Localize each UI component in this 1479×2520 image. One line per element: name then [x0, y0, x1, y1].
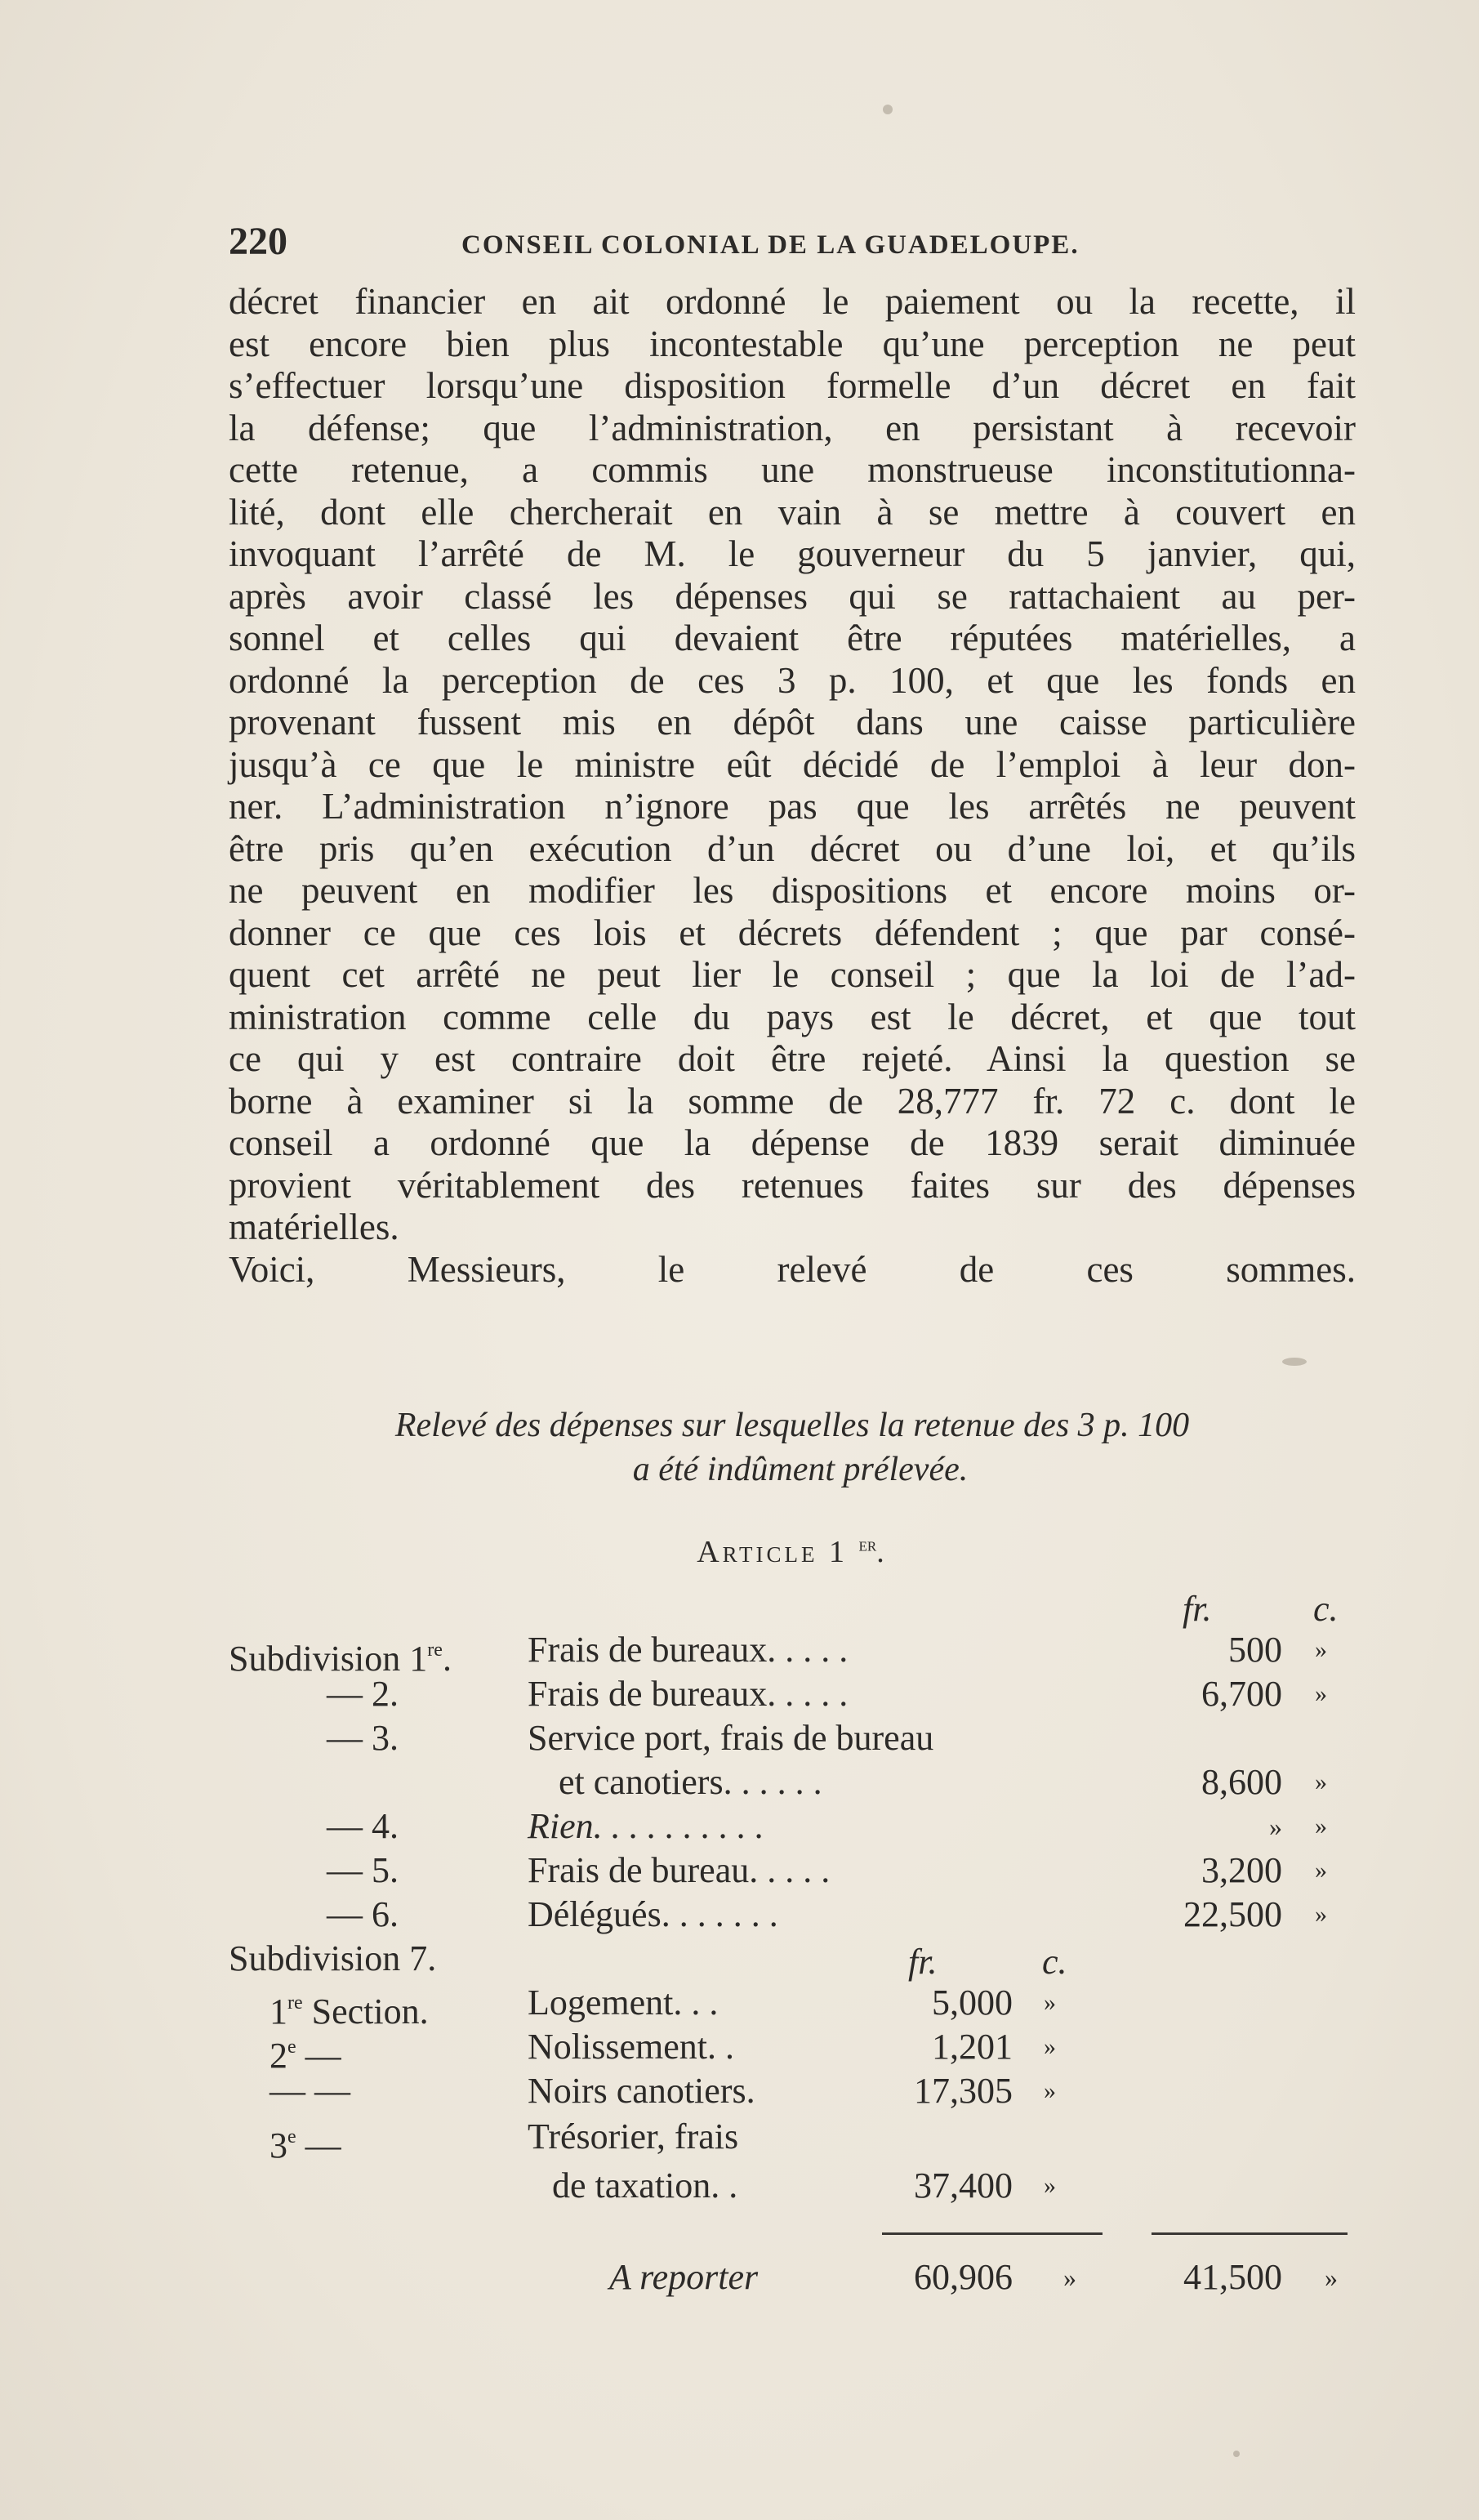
- section-francs: 1,201: [932, 2027, 1013, 2067]
- section-label: — —: [270, 2071, 350, 2111]
- text-line: être pris qu’en exécution d’un décret ou d’une loi, et qu’ils: [229, 827, 1356, 869]
- row-francs: 500: [1228, 1630, 1282, 1670]
- row-centimes: »: [1315, 1813, 1327, 1840]
- row-francs: 6,700: [1201, 1674, 1282, 1714]
- running-title: CONSEIL COLONIAL DE LA GUADELOUPE.: [461, 230, 1080, 260]
- row-label: — 5.: [327, 1850, 399, 1890]
- carry-forward-label: A reporter: [609, 2257, 759, 2297]
- text-line: ordonné la perception de ces 3 p. 100, et que les fonds en: [229, 659, 1356, 701]
- section-desc: Logement. . .: [528, 1983, 719, 2023]
- text-line: jusqu’à ce que le ministre eût décidé de l’emploi à leur don-: [229, 743, 1356, 785]
- text-line: conseil a ordonné que la dépense de 1839 serait diminuée: [229, 1122, 1356, 1163]
- article-label: Article 1: [697, 1535, 849, 1569]
- row-desc: Frais de bureaux. . . . .: [528, 1674, 849, 1714]
- section-label: 3e —: [270, 2125, 341, 2165]
- section-label: 1re Section.: [270, 1991, 429, 2032]
- row-centimes: »: [1315, 1901, 1327, 1928]
- row-desc: Frais de bureaux. . . . .: [528, 1630, 849, 1670]
- row-francs: »: [1269, 1812, 1282, 1841]
- inner-unit-francs-header: fr.: [908, 1942, 938, 1982]
- text-line: provenant fussent mis en dépôt dans une caisse particulière: [229, 702, 1356, 743]
- caption-line-1: Relevé des dépenses sur lesquelles la retenue des 3 p. 100: [394, 1407, 1190, 1444]
- text-line: sonnel et celles qui devaient être réputées matérielles, a: [229, 618, 1356, 658]
- text-line: lité, dont elle chercherait en vain à se mettre à couvert en: [229, 491, 1356, 533]
- subtotal-rule-left: [882, 2232, 1103, 2235]
- row-francs: 3,200: [1201, 1850, 1282, 1890]
- subtotal-rule-right: [1152, 2232, 1348, 2235]
- row-label: — 6.: [327, 1894, 399, 1934]
- row-centimes: »: [1315, 1680, 1327, 1707]
- scan-speck: [1282, 1358, 1307, 1366]
- article-superscript: er: [858, 1534, 877, 1556]
- text-line: la défense; que l’administration, en persistant à recevoir: [229, 407, 1356, 448]
- row-label: — 4.: [327, 1806, 399, 1846]
- text-line: ministration comme celle du pays est le décret, et que tout: [229, 996, 1356, 1037]
- article-punct: .: [876, 1535, 888, 1569]
- row-desc: Frais de bureau. . . . .: [528, 1850, 831, 1890]
- carry-forward-francs-left: 60,906: [914, 2257, 1013, 2297]
- text-line: est encore bien plus incontestable qu’une perception ne peut: [229, 323, 1356, 364]
- row-label: — 2.: [327, 1674, 399, 1714]
- section-francs: 17,305: [914, 2071, 1013, 2111]
- text-line: après avoir classé les dépenses qui se rattachaient au per-: [229, 575, 1356, 617]
- unit-centimes-header: c.: [1313, 1589, 1339, 1629]
- unit-francs-header: fr.: [1183, 1589, 1212, 1629]
- row-francs: 22,500: [1183, 1894, 1282, 1934]
- section-francs: 37,400: [914, 2165, 1013, 2206]
- caption-line-2: a été indûment prélevée.: [632, 1451, 969, 1488]
- row-label: Subdivision 1re.: [229, 1639, 452, 1679]
- text-line: cette retenue, a commis une monstrueuse inconstitutionna-: [229, 449, 1356, 490]
- section-desc: Nolissement. .: [528, 2027, 734, 2067]
- section-centimes: »: [1044, 2077, 1056, 2104]
- row-desc: Service port, frais de bureau: [528, 1718, 934, 1758]
- carry-forward-centimes-left: »: [1063, 2263, 1076, 2292]
- section-francs: 5,000: [932, 1983, 1013, 2023]
- text-line: s’effectuer lorsqu’une disposition formelle d’un décret en fait: [229, 365, 1356, 406]
- row-desc-continued: et canotiers. . . . . .: [559, 1762, 822, 1802]
- row-centimes: »: [1315, 1636, 1327, 1663]
- subdivision-7-label: Subdivision 7.: [229, 1938, 437, 1978]
- scan-speck: [883, 105, 893, 114]
- text-line: borne à examiner si la somme de 28,777 fr. 72 c. dont le: [229, 1080, 1356, 1122]
- text-line: ne peuvent en modifier les dispositions et encore moins or-: [229, 870, 1356, 911]
- section-desc: Noirs canotiers.: [528, 2071, 755, 2111]
- page-number: 220: [229, 220, 287, 263]
- row-desc: Rien. . . . . . . . . .: [528, 1806, 764, 1846]
- section-centimes: »: [1044, 1989, 1056, 2016]
- section-label: 2e —: [270, 2036, 341, 2076]
- section-desc: Trésorier, frais: [528, 2116, 739, 2156]
- text-line: ner. L’administration n’ignore pas que les arrêtés ne peuvent: [229, 786, 1356, 827]
- section-desc-continued: de taxation. .: [552, 2165, 738, 2206]
- row-francs: 8,600: [1201, 1762, 1282, 1802]
- carry-forward-centimes-right: »: [1325, 2263, 1338, 2292]
- text-line: Voici, Messieurs, le relevé de ces sommes.: [229, 1248, 1356, 1290]
- section-centimes: »: [1044, 2033, 1056, 2060]
- row-desc: Délégués. . . . . . .: [528, 1894, 778, 1934]
- text-line: matérielles.: [229, 1206, 399, 1247]
- row-label: — 3.: [327, 1718, 399, 1758]
- row-centimes: »: [1315, 1857, 1327, 1884]
- text-line: donner ce que ces lois et décrets défendent ; que par consé-: [229, 912, 1356, 953]
- text-line: ce qui y est contraire doit être rejeté. Ainsi la question se: [229, 1038, 1356, 1079]
- text-line: quent cet arrêté ne peut lier le conseil ; que la loi de l’ad-: [229, 954, 1356, 995]
- text-line: invoquant l’arrêté de M. le gouverneur du 5 janvier, qui,: [229, 533, 1356, 574]
- inner-unit-centimes-header: c.: [1042, 1942, 1067, 1982]
- scan-speck: [1233, 2451, 1240, 2457]
- section-centimes: »: [1044, 2172, 1056, 2199]
- row-centimes: »: [1315, 1768, 1327, 1795]
- carry-forward-francs-right: 41,500: [1183, 2257, 1282, 2297]
- text-line: provient véritablement des retenues faites sur des dépenses: [229, 1164, 1356, 1206]
- text-line: décret financier en ait ordonné le paiement ou la recette, il: [229, 281, 1356, 322]
